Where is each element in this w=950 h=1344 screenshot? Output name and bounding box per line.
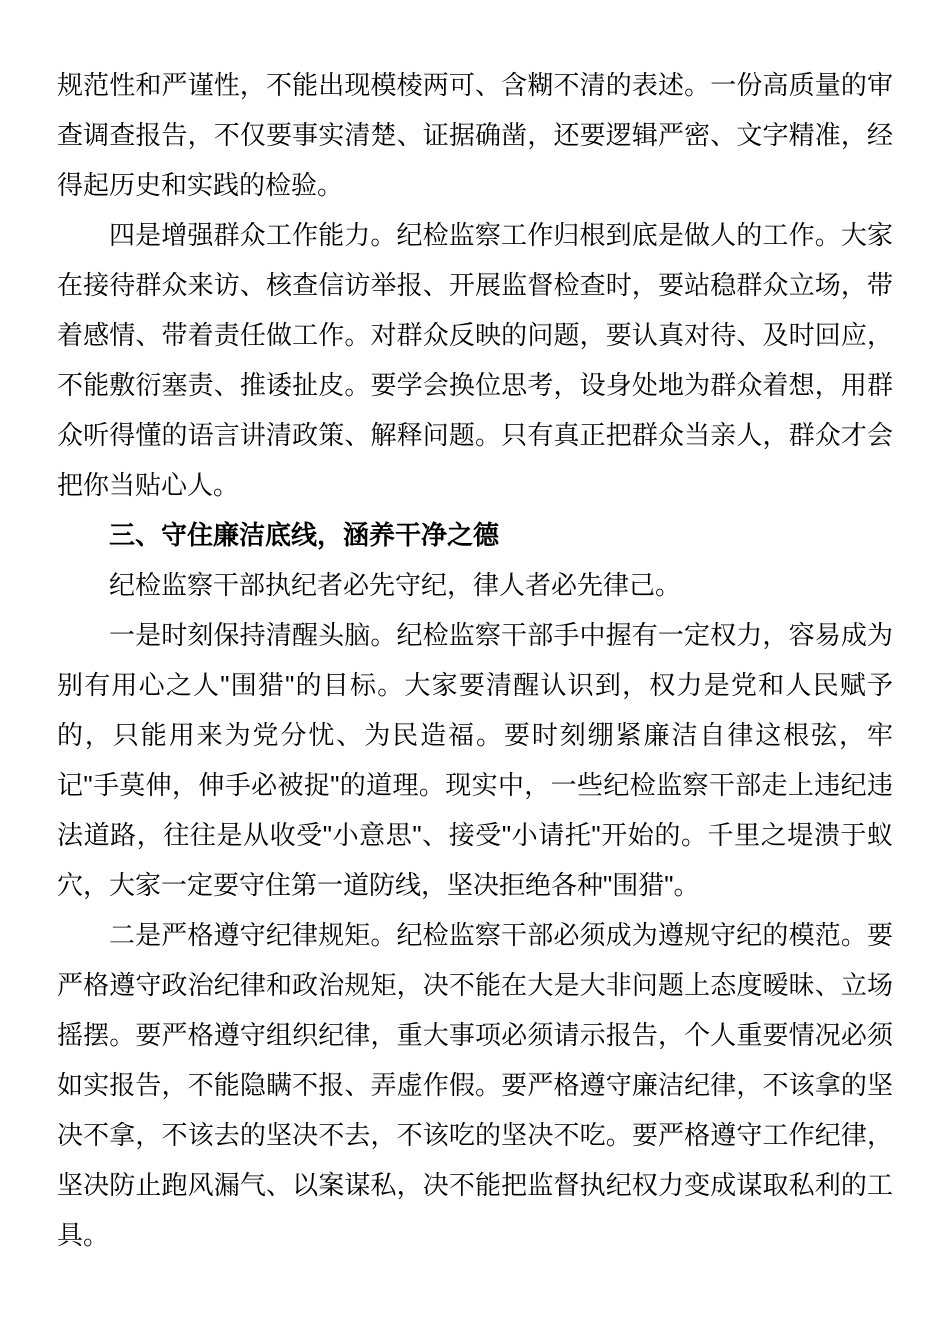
- paragraph-obey-discipline: 二是严格遵守纪律规矩。纪检监察干部必须成为遵规守纪的模范。要严格遵守政治纪律和政治规矩，决不能在大是大非问题上态度暧昧、立场摇摆。要严格遵守组织纪律，重大事项必须请示报告，个人重要情况必须如实报告，不能隐瞒不报、弄虚作假。要严格遵守廉洁纪律，不该拿的坚决不拿，不该去的坚决不去，不该吃的坚决不吃。要严格遵守工作纪律，坚决防止跑风漏气、以案谋私，决不能把监督执纪权力变成谋取私利的工具。: [57, 920, 893, 1250]
- paragraph-stay-clearheaded: 一是时刻保持清醒头脑。纪检监察干部手中握有一定权力，容易成为别有用心之人"围猎"的目标。大家要清醒认识到，权力是党和人民赋予的，只能用来为党分忧、为民造福。要时刻绷紧廉洁自律这根弦，牢记"手莫伸，伸手必被捉"的道理。现实中，一些纪检监察干部走上违纪违法道路，往往是从收受"小意思"、接受"小请托"开始的。千里之堤溃于蚁穴，大家一定要守住第一道防线，坚决拒绝各种"围猎"。: [57, 620, 893, 900]
- paragraph-mass-work: 四是增强群众工作能力。纪检监察工作归根到底是做人的工作。大家在接待群众来访、核查信访举报、开展监督检查时，要站稳群众立场，带着感情、带着责任做工作。对群众反映的问题，要认真对待、及时回应，不能敷衍塞责、推诿扯皮。要学会换位思考，设身处地为群众着想，用群众听得懂的语言讲清政策、解释问题。只有真正把群众当亲人，群众才会把你当贴心人。: [57, 220, 893, 500]
- paragraph-continuation: 规范性和严谨性，不能出现模棱两可、含糊不清的表述。一份高质量的审查调查报告，不仅要事实清楚、证据确凿，还要逻辑严密、文字精准，经得起历史和实践的检验。: [57, 70, 893, 200]
- section-heading: 三、守住廉洁底线，涵养干净之德: [109, 520, 500, 550]
- paragraph-self-discipline-intro: 纪检监察干部执纪者必先守纪，律人者必先律己。: [109, 570, 682, 600]
